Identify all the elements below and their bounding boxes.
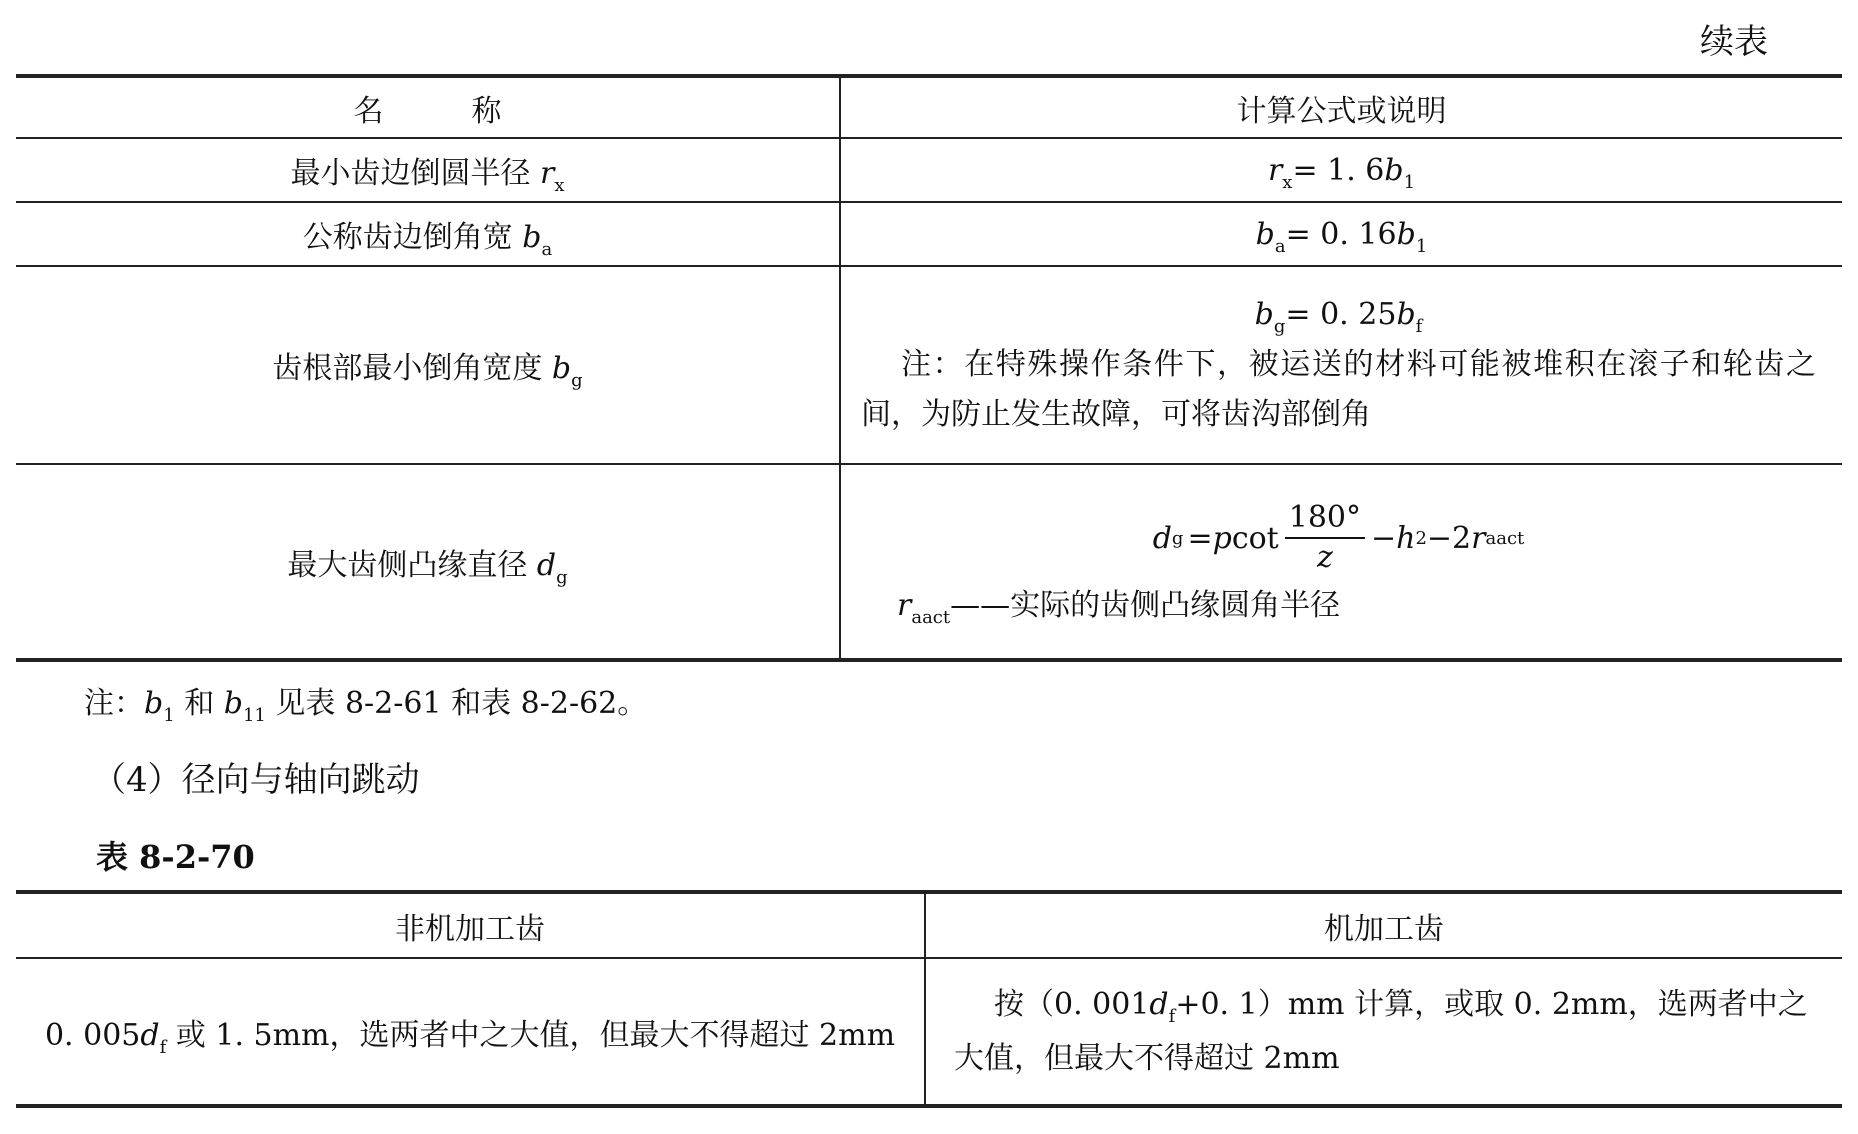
row-name (16, 464, 840, 660)
header-machined: 机加工齿 (925, 892, 1842, 958)
formula-line (861, 290, 1816, 340)
cell-var: d (1149, 986, 1169, 1022)
header-name-part2: 称 (471, 93, 502, 129)
formula-eq: = (1187, 521, 1213, 556)
fraction-numerator: 180° (1285, 501, 1365, 539)
footnote-prefix: 注： (84, 686, 144, 721)
desc-text: ——实际的齿侧凸缘圆角半径 (950, 587, 1341, 623)
cell-pre: 0. 005 (44, 1017, 141, 1053)
formula-sub: a (1274, 235, 1286, 257)
table-header-row (16, 76, 1842, 138)
machined-cell (925, 958, 1842, 1106)
formula-rest: = 0. 16 (1285, 216, 1397, 252)
table-row (16, 958, 1842, 1106)
footnote-var2: b (223, 686, 243, 721)
formula-var: d (1152, 521, 1172, 556)
formula-minus: − (1371, 521, 1397, 556)
runout-table (16, 890, 1842, 1108)
row-name-text: 公称齿边倒角宽 (302, 220, 513, 255)
formula-sub2: 1 (1403, 171, 1416, 193)
fraction-denominator: z (1316, 539, 1333, 575)
row-name-var: b (551, 351, 572, 386)
row-name (16, 202, 840, 266)
row-formula (840, 464, 1842, 660)
formula-p: p (1212, 521, 1232, 556)
formula-rest: = 1. 6 (1292, 152, 1385, 188)
formula-var: r (1267, 152, 1283, 188)
formula-var: b (1254, 297, 1274, 332)
row-name-sub: g (571, 370, 583, 391)
header-name-part1: 名 (353, 93, 384, 129)
formula-var: b (1255, 216, 1275, 252)
desc-sub: aact (911, 606, 951, 628)
formula-sub2: 1 (1415, 235, 1428, 257)
formula-note: 注：在特殊操作条件下，被运送的材料可能被堆积在滚子和轮齿之间，为防止发生故障，可将齿沟部倒角 (861, 347, 1816, 432)
row-name-text: 最小齿边倒圆半径 (290, 156, 531, 191)
formula-var2: b (1384, 152, 1404, 188)
formula-h: h (1396, 521, 1416, 556)
row-name (16, 266, 840, 464)
row-name-sub: a (541, 239, 553, 260)
formula-sub: g (1273, 316, 1286, 337)
row-name-sub: g (556, 566, 568, 588)
desc-var: r (897, 587, 912, 623)
flange-formula: d g = p cot $\frac{180^\circ}{z}$ − h 2 −2 r aact (1152, 499, 1525, 575)
cell-post: 或 1. 5mm，选两者中之大值，但最大不得超过 2mm (166, 1017, 896, 1053)
formula-sub2: f (1415, 316, 1423, 337)
formula-table (16, 74, 1842, 662)
table-footnote (84, 678, 648, 726)
table-row (16, 464, 1842, 660)
row-name-text: 最大齿侧凸缘直径 (287, 547, 528, 583)
footnote-mid: 和 (174, 686, 224, 721)
formula-rest: = 0. 25 (1285, 297, 1397, 332)
table-row (16, 266, 1842, 464)
header-name (16, 76, 840, 138)
footnote-sub2: 11 (242, 705, 266, 726)
formula-fraction (1285, 501, 1365, 577)
formula-r: r (1471, 521, 1486, 556)
row-name-var: r (540, 156, 555, 191)
continued-label: 续表 (1700, 22, 1768, 62)
cell-pre: 按（0. 001 (994, 986, 1150, 1022)
table-row (16, 202, 1842, 266)
row-name-text: 齿根部最小倒角宽度 (272, 351, 543, 386)
cell-var: d (140, 1017, 160, 1053)
formula-sub: x (1282, 171, 1293, 193)
row-formula (840, 138, 1842, 202)
row-name-var: d (536, 547, 557, 583)
formula-minus2: −2 (1426, 521, 1472, 556)
row-formula (840, 266, 1842, 464)
cell-sub: f (1168, 1005, 1176, 1027)
row-name-var: b (522, 220, 542, 255)
formula-description (861, 581, 1816, 631)
header-non-machined: 非机加工齿 (16, 892, 925, 958)
footnote-tail: 见表 8-2-61 和表 8-2-62。 (265, 686, 648, 721)
row-name (16, 138, 840, 202)
formula-var2: b (1396, 216, 1416, 252)
header-formula: 计算公式或说明 (840, 76, 1842, 138)
table-header-row (16, 892, 1842, 958)
formula-line (861, 501, 1816, 577)
row-name-sub: x (554, 175, 565, 196)
footnote-var1: b (144, 686, 164, 721)
table-title: 表 8-2-70 (96, 838, 255, 876)
non-machined-cell (16, 958, 925, 1106)
cell-sub: f (159, 1036, 167, 1058)
table-row (16, 138, 1842, 202)
cell-post: +0. 1）mm 计算，或取 0. 2mm，选两者中之大值，但最大不得超过 2mm (954, 986, 1808, 1076)
footnote-sub1: 1 (163, 705, 175, 726)
row-formula (840, 202, 1842, 266)
section-heading: （4）径向与轴向跳动 (92, 760, 420, 800)
formula-cot: cot (1231, 521, 1279, 556)
formula-var2: b (1396, 297, 1416, 332)
